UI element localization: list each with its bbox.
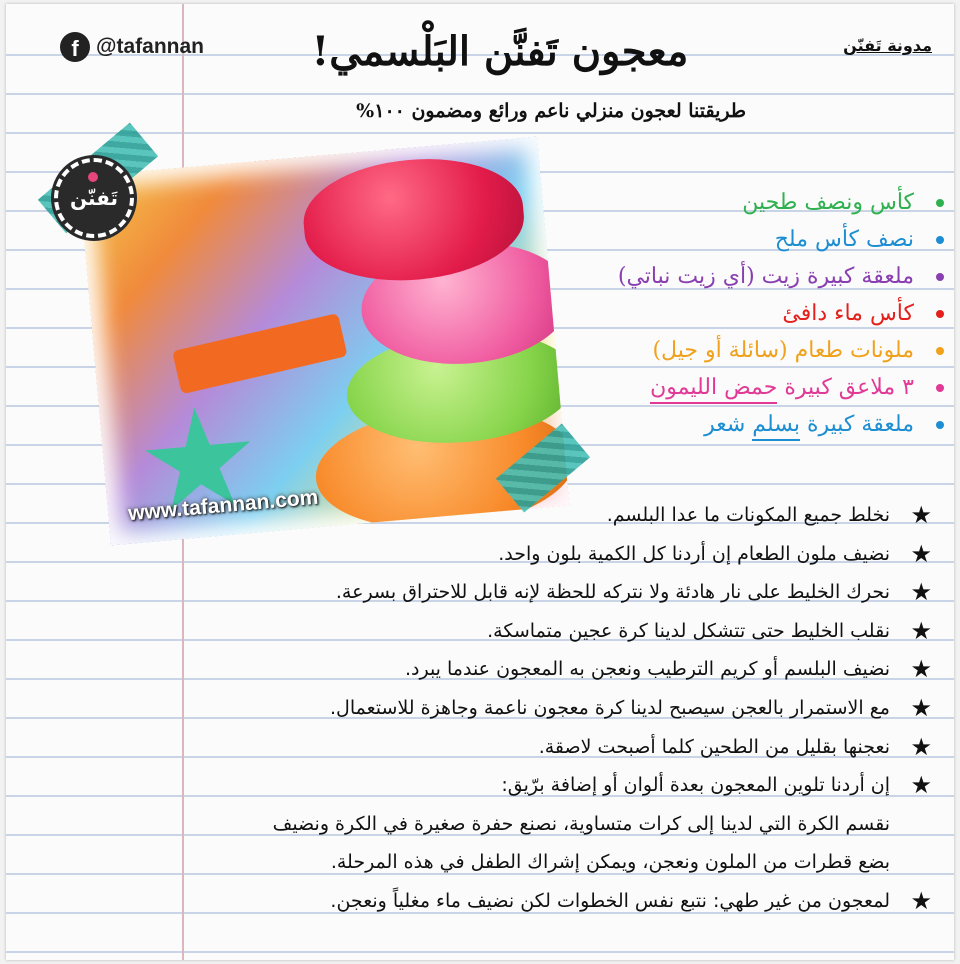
ingredient-item [514, 369, 944, 406]
ingredient-item [514, 295, 944, 332]
ingredient-highlight: حمض الليمون [650, 375, 777, 404]
star-bullet-icon: ★ [910, 732, 932, 761]
steps-list [212, 496, 932, 921]
ingredient-highlight: بسلم [752, 412, 800, 441]
star-bullet-icon: ★ [910, 771, 932, 800]
step-item [212, 573, 932, 612]
step-text: مع الاستمرار بالعجن سيصبح لدينا كرة معجون ناعمة وجاهزة للاستعمال. [330, 696, 890, 719]
step-text: لمعجون من غير طهي: نتبع نفس الخطوات لكن نضيف ماء مغلياً ونعجن. [330, 889, 890, 912]
ingredient-text: شعر [704, 412, 746, 437]
playdough-photo [79, 137, 569, 546]
ingredient-text: ٣ ملاعق كبيرة [784, 375, 914, 400]
ingredient-text: ملعقة كبيرة [806, 412, 914, 437]
ingredient-item [514, 184, 944, 221]
star-bullet-icon: ★ [910, 578, 932, 607]
social-handle-group [60, 32, 204, 62]
step-continuation [212, 805, 932, 844]
step-text: نقسم الكرة التي لدينا إلى كرات متساوية، نصنع حفرة صغيرة في الكرة ونضيف [272, 812, 890, 835]
star-bullet-icon: ★ [910, 616, 932, 645]
step-text: بضع قطرات من الملون ونعجن، ويمكن إشراك الطفل في هذه المرحلة. [330, 851, 890, 874]
photo-watermark: www.tafannan.com [127, 485, 320, 526]
ingredient-item [514, 406, 944, 443]
orange-stick-shape [172, 313, 348, 394]
step-text: نخلط جميع المكونات ما عدا البلسم. [606, 504, 890, 526]
step-item [212, 496, 932, 535]
blog-name: مدونة تَفنّن [843, 36, 932, 55]
ingredient-text: ملعقة كبيرة زيت (أي زيت نباتي) [617, 264, 914, 289]
step-item [212, 728, 932, 767]
step-item [212, 882, 932, 921]
ingredients-list [514, 184, 944, 443]
tafannan-logo [54, 158, 134, 238]
star-bullet-icon: ★ [910, 539, 932, 568]
star-bullet-icon: ★ [910, 655, 932, 684]
bullet-icon [936, 273, 944, 281]
ingredient-text: نصف كأس ملح [774, 227, 914, 252]
step-item [212, 766, 932, 805]
star-bullet-icon: ★ [910, 501, 932, 529]
step-item [212, 689, 932, 728]
bullet-icon [936, 310, 944, 318]
page-subtitle: طريقتنا لعجون منزلي ناعم ورائع ومضمون ١٠٠% [356, 100, 746, 122]
step-text: نحرك الخليط على نار هادئة ولا نتركه للحظة لإنه قابل للاحتراق بسرعة. [335, 581, 890, 604]
step-item [212, 535, 932, 574]
brush-icon [88, 172, 98, 182]
facebook-icon: f [60, 32, 90, 62]
step-text: نضيف البلسم أو كريم الترطيب ونعجن به المعجون عندما يبرد. [404, 658, 890, 681]
step-continuation [212, 843, 932, 882]
ingredient-text: كأس ماء دافئ [782, 301, 914, 326]
step-text: نضيف ملون الطعام إن أردنا كل الكمية بلون واحد. [498, 542, 890, 565]
step-text: نقلب الخليط حتى تتشكل لدينا كرة عجين متماسكة. [487, 619, 890, 642]
step-text: نعجنها بقليل من الطحين كلما أصبحت لاصقة. [538, 735, 890, 758]
page-title: معجون تَفنَّن البَلْسمي! [311, 28, 689, 75]
social-handle: @tafannan [96, 35, 204, 58]
star-bullet-icon: ★ [910, 886, 932, 915]
step-text: إن أردنا تلوين المعجون بعدة ألوان أو إضافة برّيق: [501, 774, 890, 797]
step-item [212, 650, 932, 689]
bullet-icon [936, 236, 944, 244]
bullet-icon [936, 384, 944, 392]
logo-text: تَفنّن [69, 186, 119, 210]
ingredient-item [514, 258, 944, 295]
bullet-icon [936, 199, 944, 207]
bullet-icon [936, 421, 944, 429]
ingredient-item [514, 332, 944, 369]
bullet-icon [936, 347, 944, 355]
star-bullet-icon: ★ [910, 693, 932, 722]
ingredient-item [514, 221, 944, 258]
step-item [212, 612, 932, 651]
ingredient-text: كأس ونصف طحين [742, 190, 914, 215]
ingredient-text: ملونات طعام (سائلة أو جيل) [652, 338, 914, 363]
